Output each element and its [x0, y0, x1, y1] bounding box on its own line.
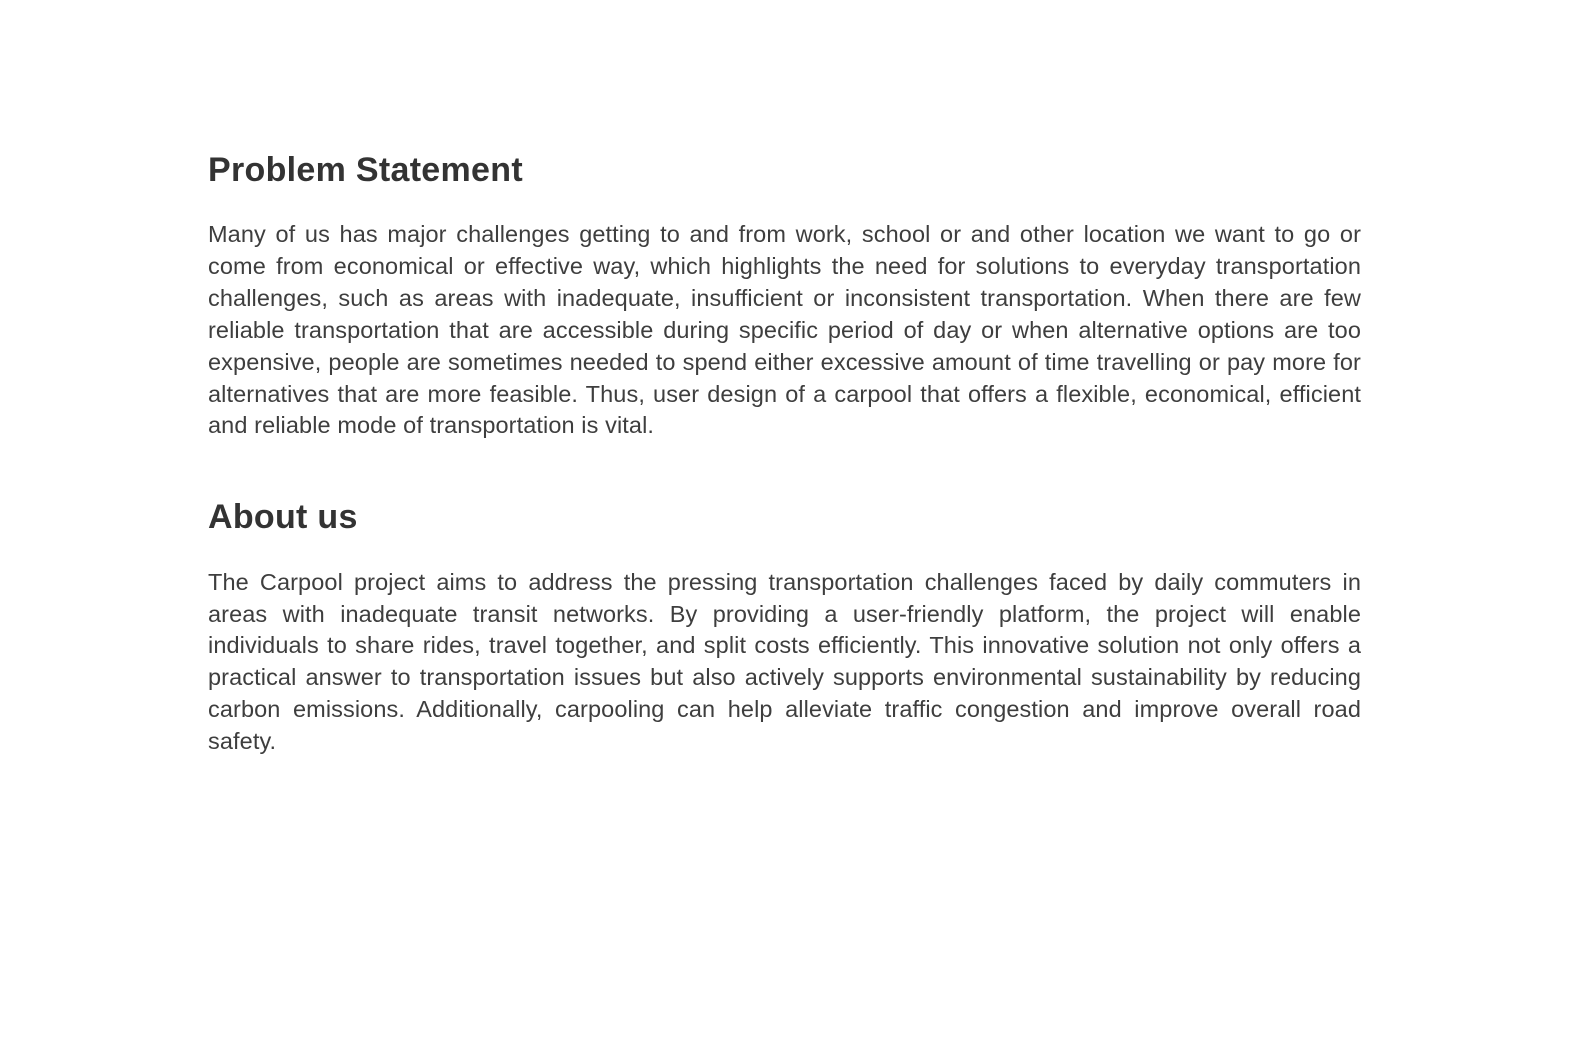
problem-statement-paragraph: Many of us has major challenges getting to and from work, school or and other location we want to go or come from economical or effective way, which highlights the need for solutions to everyday transportation challenges, such as areas with inadequate, insufficient or inconsistent transportation. When there are few reliable transportation that are accessible during specific period of day or when alternative options are too expensive, people are sometimes needed to spend either excessive amount of time travelling or pay more for alternatives that are more feasible. Thus, user design of a carpool that offers a flexible, economical, efficient and reliable mode of transportation is vital. — [208, 221, 1361, 439]
about-us-heading: About us — [208, 498, 358, 537]
section-problem-statement — [208, 150, 1361, 442]
section-about-us — [208, 497, 1361, 757]
document-page — [208, 150, 1361, 758]
about-us-paragraph: The Carpool project aims to address the pressing transportation challenges faced by daily commuters in areas with inadequate transit networks. By providing a user-friendly platform, the project will enable individuals to share rides, travel together, and split costs efficiently. This innovative solution not only offers a practical answer to transportation issues but also actively supports environmental sustainability by reducing carbon emissions. Additionally, carpooling can help alleviate traffic congestion and improve overall road safety. — [208, 568, 1361, 754]
problem-statement-heading: Problem Statement — [208, 151, 523, 189]
